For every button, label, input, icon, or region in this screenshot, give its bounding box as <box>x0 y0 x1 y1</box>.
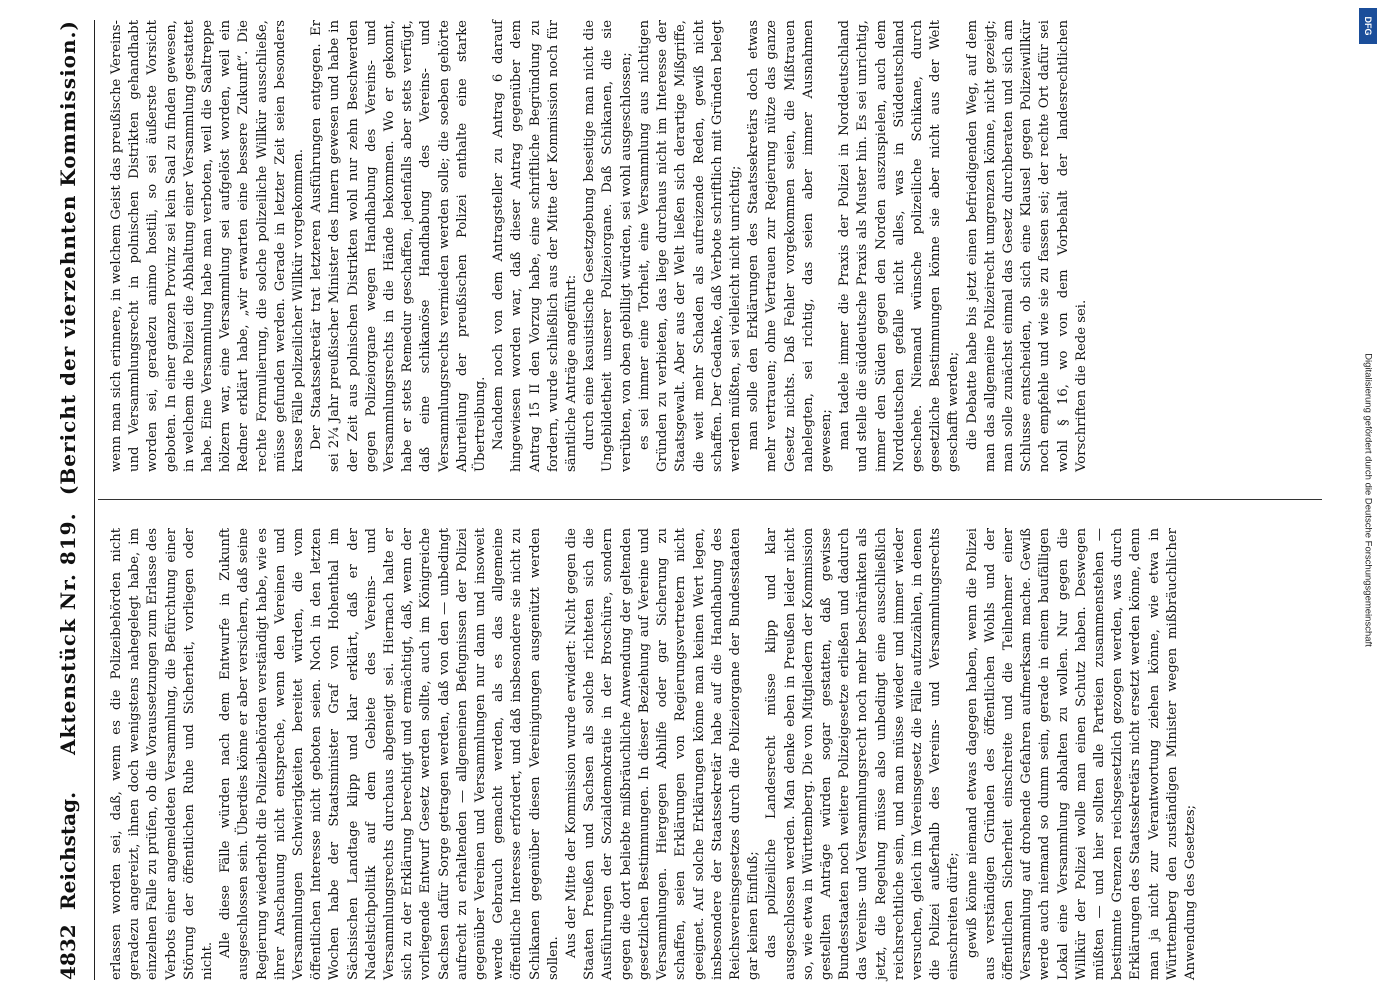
paragraph: Alle diese Fälle würden nach dem Entwurfe in Zukunft ausgeschlossen sein. Überdies könne er aber versichern, daß seine Regierung wiederholt die Polizeibehörden verständigt habe, wie es ihrer Anschauung nicht entspreche, wenn den Vereinen und Versammlungen Schwierigkeiten bereitet würden, die vom öffentlichen Interesse nicht geboten seien. Noch in den letzten Wochen habe der Staatsminister Graf von Hohenthal im Sächsischen Landtage klipp und klar erklärt, daß er der Nadelstichpolitik auf dem Gebiete des Vereins- und Versammlungsrechts durchaus abgeneigt sei. Hiernach halte er sich zu der Erklärung berechtigt und ermächtigt, daß, wenn der vorliegende Entwurf Gesetz werden sollte, auch im Königreiche Sachsen dafür Sorge getragen werden, daß von den — unbedingt aufrecht zu erhaltenden — allgemeinen Befugnissen der Polizei gegenüber Vereinen und Versammlungen nur dann und insoweit werde Gebrauch gemacht werden, als es das allgemeine öffentliche Interesse erfordert, und daß insbesondere sie nicht zu Schikanen gegenüber diesen Vereinigungen ausgenützt werden sollen. <box>217 528 561 980</box>
paragraph: das polizeiliche Landesrecht müsse klipp und klar ausgeschlossen werden. Man denke eben in Preußen leider nicht so, wie etwa in Württemberg. Die von Mitgliedern der Kommission gestellten Anträge würden sogar gestatten, daß gewisse Bundesstaaten noch weitere Polizeigesetze erließen und dadurch das Vereins- und Versammlungsrecht noch mehr beschränkten als jetzt, die Regelung müsse also unbedingt eine ausschließlich reichsrechtliche sein, und man müsse wieder und immer wieder versuchen, gleich im Vereinsgesetz die Fälle aufzuzählen, in denen die Polizei außerhalb des Vereins- und Versammlungsrechts einschreiten dürfe; <box>763 528 961 980</box>
paragraph: gewiß könne niemand etwas dagegen haben, wenn die Polizei aus verständigen Gründen des öffentlichen Wohls und der öffentlichen Sicherheit einschreite und die Teilnehmer einer Versammlung auf drohende Gefahren aufmerksam mache. Gewiß werde auch niemand so dumm sein, gerade in einem baufälligen Lokal eine Versammlung abhalten zu wollen. Nur gegen die Willkür der Polizei wolle man einen Schutz haben. Deswegen müßten — und hier sollten alle Parteien zusammenstehen — bestimmte Grenzen reichsgesetzlich gezogen werden, was durch Erklärungen des Staatssekretärs nicht ersetzt werden könne, denn man ja nicht zur Verantwortung ziehen könne, wie etwa in Württemberg den zuständigen Minister wegen mißbräuchlicher Anwendung des Gesetzes; <box>964 528 1198 980</box>
paragraph: Der Staatssekretär trat letzteren Ausführungen entgegen. Er sei 2¼ Jahr preußischer Minister des Innern gewesen und habe in der Zeit aus polnischen Distrikten wohl nur zehn Beschwerden gegen Polizeiorgane wegen Handhabung des Vereins- und Versammlungsrechts in die Hände bekommen. Wo er gekonnt, habe er stets Remedur geschaffen, jedenfalls aber stets verfügt, daß eine schikanöse Handhabung des Vereins- und Versammlungsrechts vermieden werden solle; die soeben gehörte Aburteilung der preußischen Polizei enthalte eine starke Übertreibung. <box>308 20 488 472</box>
dfg-logo: DFG <box>1359 8 1377 44</box>
paragraph: es sei immer eine Torheit, eine Versammlung aus nichtigen Gründen zu verbieten, das liege durchaus nicht im Interesse der Staatsgewalt. Aber aus der Welt ließen sich derartige Mißgriffe, die weit mehr Schaden als aufreizende Reden, gewiß nicht schaffen. Der Gedanke, daß Verbote schriftlich mit Gründen belegt werden müßten, sei vielleicht nicht unrichtig; <box>636 20 743 472</box>
document-title: Aktenstück Nr. 819. <box>55 512 80 755</box>
header-rule <box>94 20 95 980</box>
paragraph: erlassen worden sei, daß, wenn es die Polizeibehörden nicht geradezu angereizt, ihnen doch wenigstens nahegelegt habe, im einzelnen Falle zu prüfen, ob die Voraussetzungen zum Erlasse des Verbots einer angemeldeten Versammlung, die Befürchtung einer Störung der öffentlichen Ruhe und Sicherheit, vorliegen oder nicht. <box>108 528 215 980</box>
page-header <box>56 20 86 980</box>
paragraph: Nachdem noch von dem Antragsteller zu Antrag 6 darauf hingewiesen worden war, daß dieser Antrag gegenüber dem Antrag 15 II den Vorzug habe, eine schriftliche Begründung zu fordern, wurde schließlich aus der Mitte der Kommission noch für sämtliche Anträge angeführt: <box>490 20 579 472</box>
right-column <box>108 20 1091 472</box>
paragraph: durch eine kasuistische Gesetzgebung beseitige man nicht die Ungebildetheit unserer Polizeiorgane. Daß Schikanen, die sie verübten, von oben gebilligt würden, sei wohl ausgeschlossen; <box>581 20 634 472</box>
paragraph: Aus der Mitte der Kommission wurde erwidert: Nicht gegen die Staaten Preußen und Sachsen als solche richteten sich die Ausführungen der Sozialdemokratie in der Broschüre, sondern gegen die dort beliebte mißbräuchliche Anwendung der geltenden gesetzlichen Bestimmungen. In dieser Beziehung auf Vereine und Versammlungen. Hiergegen Abhilfe oder gar Sicherung zu schaffen, seien Erklärungen von Regierungsvertretern nicht geeignet. Auf solche Erklärungen könne man keinen Wert legen, insbesondere der Staatssekretär habe auf die Handhabung des Reichsvereinsgesetzes durch die Polizeiorgane der Bundesstaaten gar keinen Einfluß; <box>563 528 761 980</box>
column-divider <box>98 499 1322 500</box>
rotated-page-content <box>42 20 1342 980</box>
digitization-stamp <box>1359 8 1377 992</box>
digitization-credit: Digitalisierung gefördert durch die Deutsche Forschungsgemeinschaft <box>1362 353 1374 647</box>
paragraph: man tadele immer die Praxis der Polizei in Norddeutschland und stelle die süddeutsche Praxis als Muster hin. Es sei unrichtig, immer den Süden gegen den Norden auszuspielen, auch dem Norddeutschen gefalle nicht alles, was in Süddeutschland geschehe. Niemand wünsche polizeiliche Schikane, durch gesetzliche Bestimmungen könne sie aber nicht aus der Welt geschafft werden; <box>836 20 961 472</box>
paragraph: man solle den Erklärungen des Staatssekretärs doch etwas mehr vertrauen; ohne Vertrauen zur Regierung nütze das ganze Gesetz nichts. Daß Fehler vorgekommen seien, die Mißtrauen nahelegten, sei richtig, das seien aber immer Ausnahmen gewesen; <box>745 20 834 472</box>
publication-title: Reichstag. <box>55 791 80 910</box>
paragraph: die Debatte habe bis jetzt einen befriedigenden Weg, auf dem man das allgemeine Polizeirecht umgrenzen könne, nicht gezeigt; man solle zunächst einmal das Gesetz durchberaten und sich am Schlusse entscheiden, ob sich eine Klausel gegen Polizeiwillkür noch empfehle und wie sie zu fassen sei; der rechte Ort dafür sei wohl § 16, wo von dem Vorbehalt der landesrechtlichen Vorschriften die Rede sei. <box>964 20 1089 472</box>
left-column <box>108 528 1200 980</box>
page-number: 4832 <box>55 924 80 980</box>
section-title: (Bericht der vierzehnten Kommission.) <box>55 20 80 496</box>
paragraph: wenn man sich erinnere, in welchem Geist das preußische Vereins- und Versammlungsrecht in polnischen Distrikten gehandhabt worden sei, geradezu animo hostili, so sei äußerste Vorsicht geboten. In einer ganzen Provinz sei kein Saal zu finden gewesen, in welchem die Polizei die Abhaltung einer Versammlung gestattet habe. Eine Versammlung habe man verboten, weil die Saaltreppe hölzern war, eine Versammlung sei aufgelöst worden, weil ein Redner erklärt habe, „wir erwarten eine bessere Zukunft“. Die rechte Formulierung, die solche polizeiliche Willkür ausschließe, müsse gefunden werden. Gerade in letzter Zeit seien besonders krasse Fälle polizeilicher Willkür vorgekommen. <box>108 20 306 472</box>
